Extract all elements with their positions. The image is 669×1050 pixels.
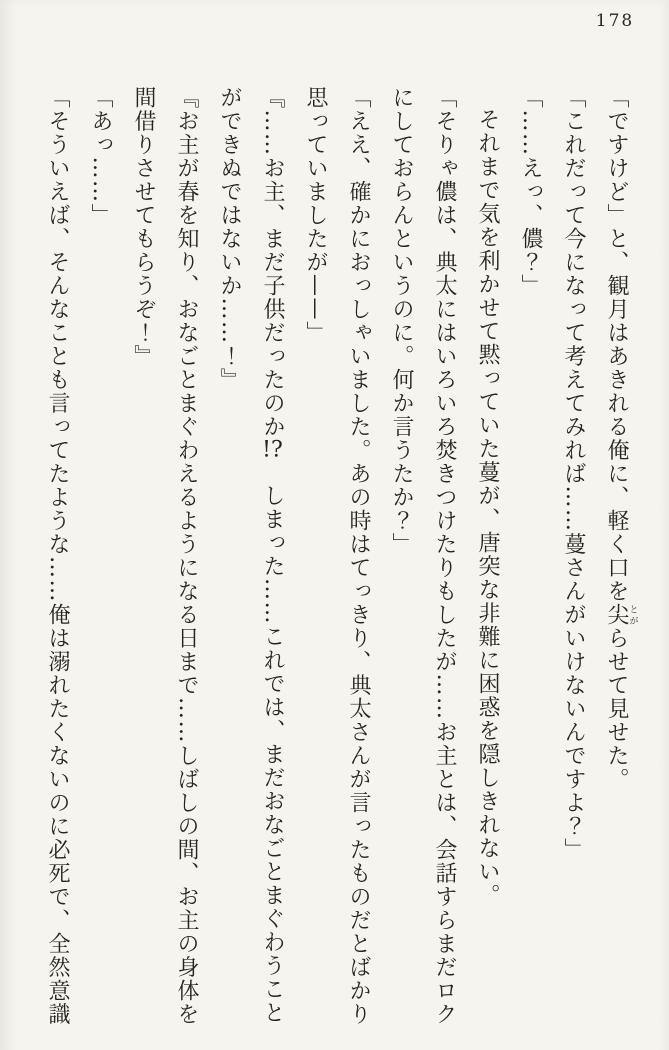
paragraph-quote: 『お主が春を知り、おなごとまぐわえるようになる日まで……しばしの間、お主の身体を間借りさせてもらうぞ！』: [131, 86, 199, 1026]
paragraph-narration: それまで気を利かせて黙っていた蔓が、唐突な非難に困惑を隠しきれない。: [475, 108, 500, 907]
ruby-annotated-char: 尖とが: [604, 603, 638, 627]
paragraph-dialogue: 「そりゃ儂は、典太にはいろいろ焚きつけたりもしたが……お主とは、会話すらまだロクにしておらんというのに。何か言うたか？」: [389, 86, 457, 1026]
paragraph-dialogue: 「これだって今になって考えてみれば……蔓さんがいけないんですよ？」: [561, 86, 586, 862]
tatechuyoko: !?: [262, 438, 283, 461]
text-block: [32, 86, 638, 1038]
paragraph-dialogue: 「ですけど」と、観月はあきれる俺に、軽く口を尖とがらせて見せた。: [604, 86, 638, 791]
paragraph-dialogue: 「……えっ、儂？」: [518, 86, 543, 298]
paragraph-dialogue: 「そういえば、そんなことも言ってたような……俺は溺れたくないのに必死で、全然意識: [45, 86, 70, 1026]
page-number: 178: [595, 11, 635, 31]
paragraph-dialogue: 「ええ、確かにおっしゃいました。あの時はてっきり、典太さんが言ったものだとばかり思っていましたが——」: [303, 86, 371, 1026]
paragraph-dialogue: 「あっ……」: [88, 86, 113, 227]
paragraph-quote: 『……お主、まだ子供だったのか!? しまった……これでは、まだおなごとまぐわうことができぬではないか……！』: [217, 86, 285, 1025]
